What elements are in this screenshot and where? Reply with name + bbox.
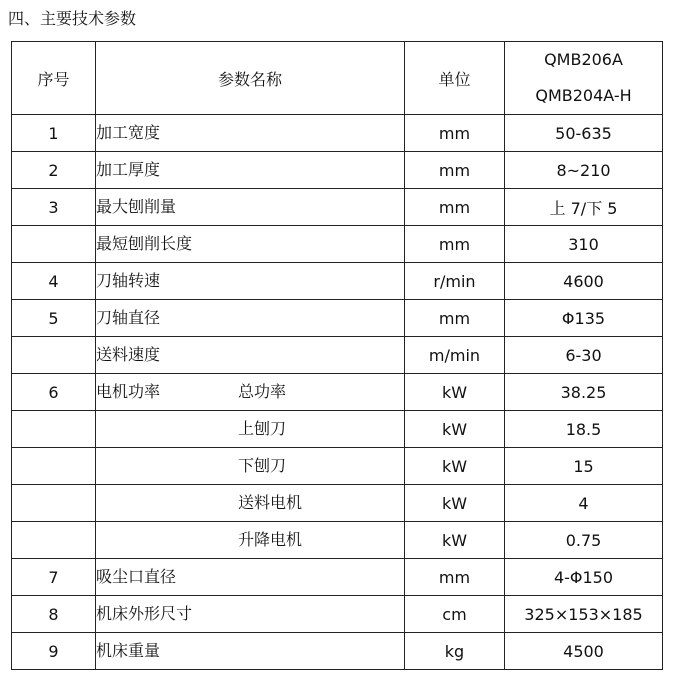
parameter-name: 刀轴直径 <box>96 308 161 327</box>
parameter-wrap <box>96 337 404 373</box>
cell-index <box>12 485 96 522</box>
table-row <box>12 115 663 152</box>
cell-index <box>12 448 96 485</box>
cell-index: 4 <box>12 263 96 300</box>
parameter-wrap <box>96 152 404 188</box>
parameter-wrap <box>96 374 404 410</box>
cell-unit: kW <box>405 522 505 559</box>
cell-value: 6-30 <box>505 337 663 374</box>
cell-unit: kW <box>405 411 505 448</box>
table-row <box>12 485 663 522</box>
parameter-wrap <box>96 263 404 299</box>
parameter-subitem: 上刨刀 <box>238 419 287 438</box>
header-unit: 单位 <box>405 42 505 115</box>
parameter-wrap <box>96 411 404 447</box>
table-row <box>12 411 663 448</box>
cell-value: 325×153×185 <box>505 596 663 633</box>
cell-parameter <box>96 189 405 226</box>
parameter-name: 机床重量 <box>96 641 161 660</box>
table-row <box>12 448 663 485</box>
parameter-name: 加工宽度 <box>96 123 161 142</box>
cell-index <box>12 337 96 374</box>
parameter-wrap <box>96 522 404 558</box>
header-model-1: QMB206A <box>544 50 623 69</box>
parameter-wrap <box>96 596 404 632</box>
cell-value: 上 7/下 5 <box>505 189 663 226</box>
cell-index <box>12 226 96 263</box>
parameter-wrap <box>96 189 404 225</box>
cell-parameter <box>96 115 405 152</box>
cell-value: 50-635 <box>505 115 663 152</box>
cell-index: 7 <box>12 559 96 596</box>
parameter-wrap <box>96 115 404 151</box>
parameter-name: 电机功率 <box>96 382 161 401</box>
cell-value: 4-Φ150 <box>505 559 663 596</box>
cell-parameter <box>96 559 405 596</box>
parameter-name: 加工厚度 <box>96 160 161 179</box>
parameter-wrap <box>96 448 404 484</box>
cell-value: 4600 <box>505 263 663 300</box>
cell-value: 15 <box>505 448 663 485</box>
cell-index: 5 <box>12 300 96 337</box>
cell-index: 3 <box>12 189 96 226</box>
cell-value: 38.25 <box>505 374 663 411</box>
parameter-subitem: 总功率 <box>238 382 287 401</box>
cell-index: 2 <box>12 152 96 189</box>
parameter-subitem: 下刨刀 <box>238 456 287 475</box>
cell-unit: mm <box>405 559 505 596</box>
table-header-row <box>12 42 663 115</box>
cell-value: 4500 <box>505 633 663 670</box>
parameter-subitem: 升降电机 <box>238 530 303 549</box>
parameter-wrap <box>96 300 404 336</box>
table-row <box>12 596 663 633</box>
table-row <box>12 374 663 411</box>
cell-parameter <box>96 226 405 263</box>
cell-unit: mm <box>405 226 505 263</box>
cell-value: 18.5 <box>505 411 663 448</box>
cell-unit: kW <box>405 374 505 411</box>
table-row <box>12 226 663 263</box>
parameter-name: 机床外形尺寸 <box>96 604 193 623</box>
spec-table <box>11 41 663 670</box>
cell-unit: r/min <box>405 263 505 300</box>
cell-value: 310 <box>505 226 663 263</box>
cell-unit: mm <box>405 115 505 152</box>
cell-parameter <box>96 374 405 411</box>
parameter-wrap <box>96 226 404 262</box>
cell-parameter <box>96 411 405 448</box>
cell-index <box>12 411 96 448</box>
cell-parameter <box>96 633 405 670</box>
cell-value: 8~210 <box>505 152 663 189</box>
cell-unit: kW <box>405 485 505 522</box>
table-row <box>12 522 663 559</box>
cell-parameter <box>96 337 405 374</box>
cell-index: 9 <box>12 633 96 670</box>
cell-unit: kg <box>405 633 505 670</box>
cell-unit: mm <box>405 152 505 189</box>
table-row <box>12 559 663 596</box>
table-row <box>12 263 663 300</box>
header-index: 序号 <box>12 42 96 115</box>
table-row <box>12 189 663 226</box>
cell-parameter <box>96 263 405 300</box>
cell-unit: kW <box>405 448 505 485</box>
cell-index <box>12 522 96 559</box>
parameter-subitem: 送料电机 <box>238 493 303 512</box>
cell-index: 6 <box>12 374 96 411</box>
parameter-wrap <box>96 559 404 595</box>
cell-index: 1 <box>12 115 96 152</box>
table-row <box>12 300 663 337</box>
header-model <box>505 42 663 115</box>
cell-unit: mm <box>405 189 505 226</box>
parameter-name: 最短刨削长度 <box>96 234 193 253</box>
header-model-2: QMB204A-H <box>535 86 632 105</box>
parameter-name: 送料速度 <box>96 345 161 364</box>
cell-value: Φ135 <box>505 300 663 337</box>
cell-parameter <box>96 522 405 559</box>
cell-index: 8 <box>12 596 96 633</box>
cell-parameter <box>96 596 405 633</box>
cell-parameter <box>96 152 405 189</box>
cell-unit: m/min <box>405 337 505 374</box>
parameter-wrap <box>96 633 404 669</box>
cell-parameter <box>96 300 405 337</box>
parameter-wrap <box>96 485 404 521</box>
cell-unit: mm <box>405 300 505 337</box>
table-row <box>12 633 663 670</box>
header-name: 参数名称 <box>96 42 405 115</box>
section-heading: 四、主要技术参数 <box>8 9 137 28</box>
table-row <box>12 152 663 189</box>
cell-parameter <box>96 448 405 485</box>
cell-unit: cm <box>405 596 505 633</box>
spec-table-body <box>12 42 663 670</box>
cell-value: 0.75 <box>505 522 663 559</box>
table-row <box>12 337 663 374</box>
parameter-name: 刀轴转速 <box>96 271 161 290</box>
cell-parameter <box>96 485 405 522</box>
parameter-name: 最大刨削量 <box>96 197 177 216</box>
parameter-name: 吸尘口直径 <box>96 567 177 586</box>
cell-value: 4 <box>505 485 663 522</box>
